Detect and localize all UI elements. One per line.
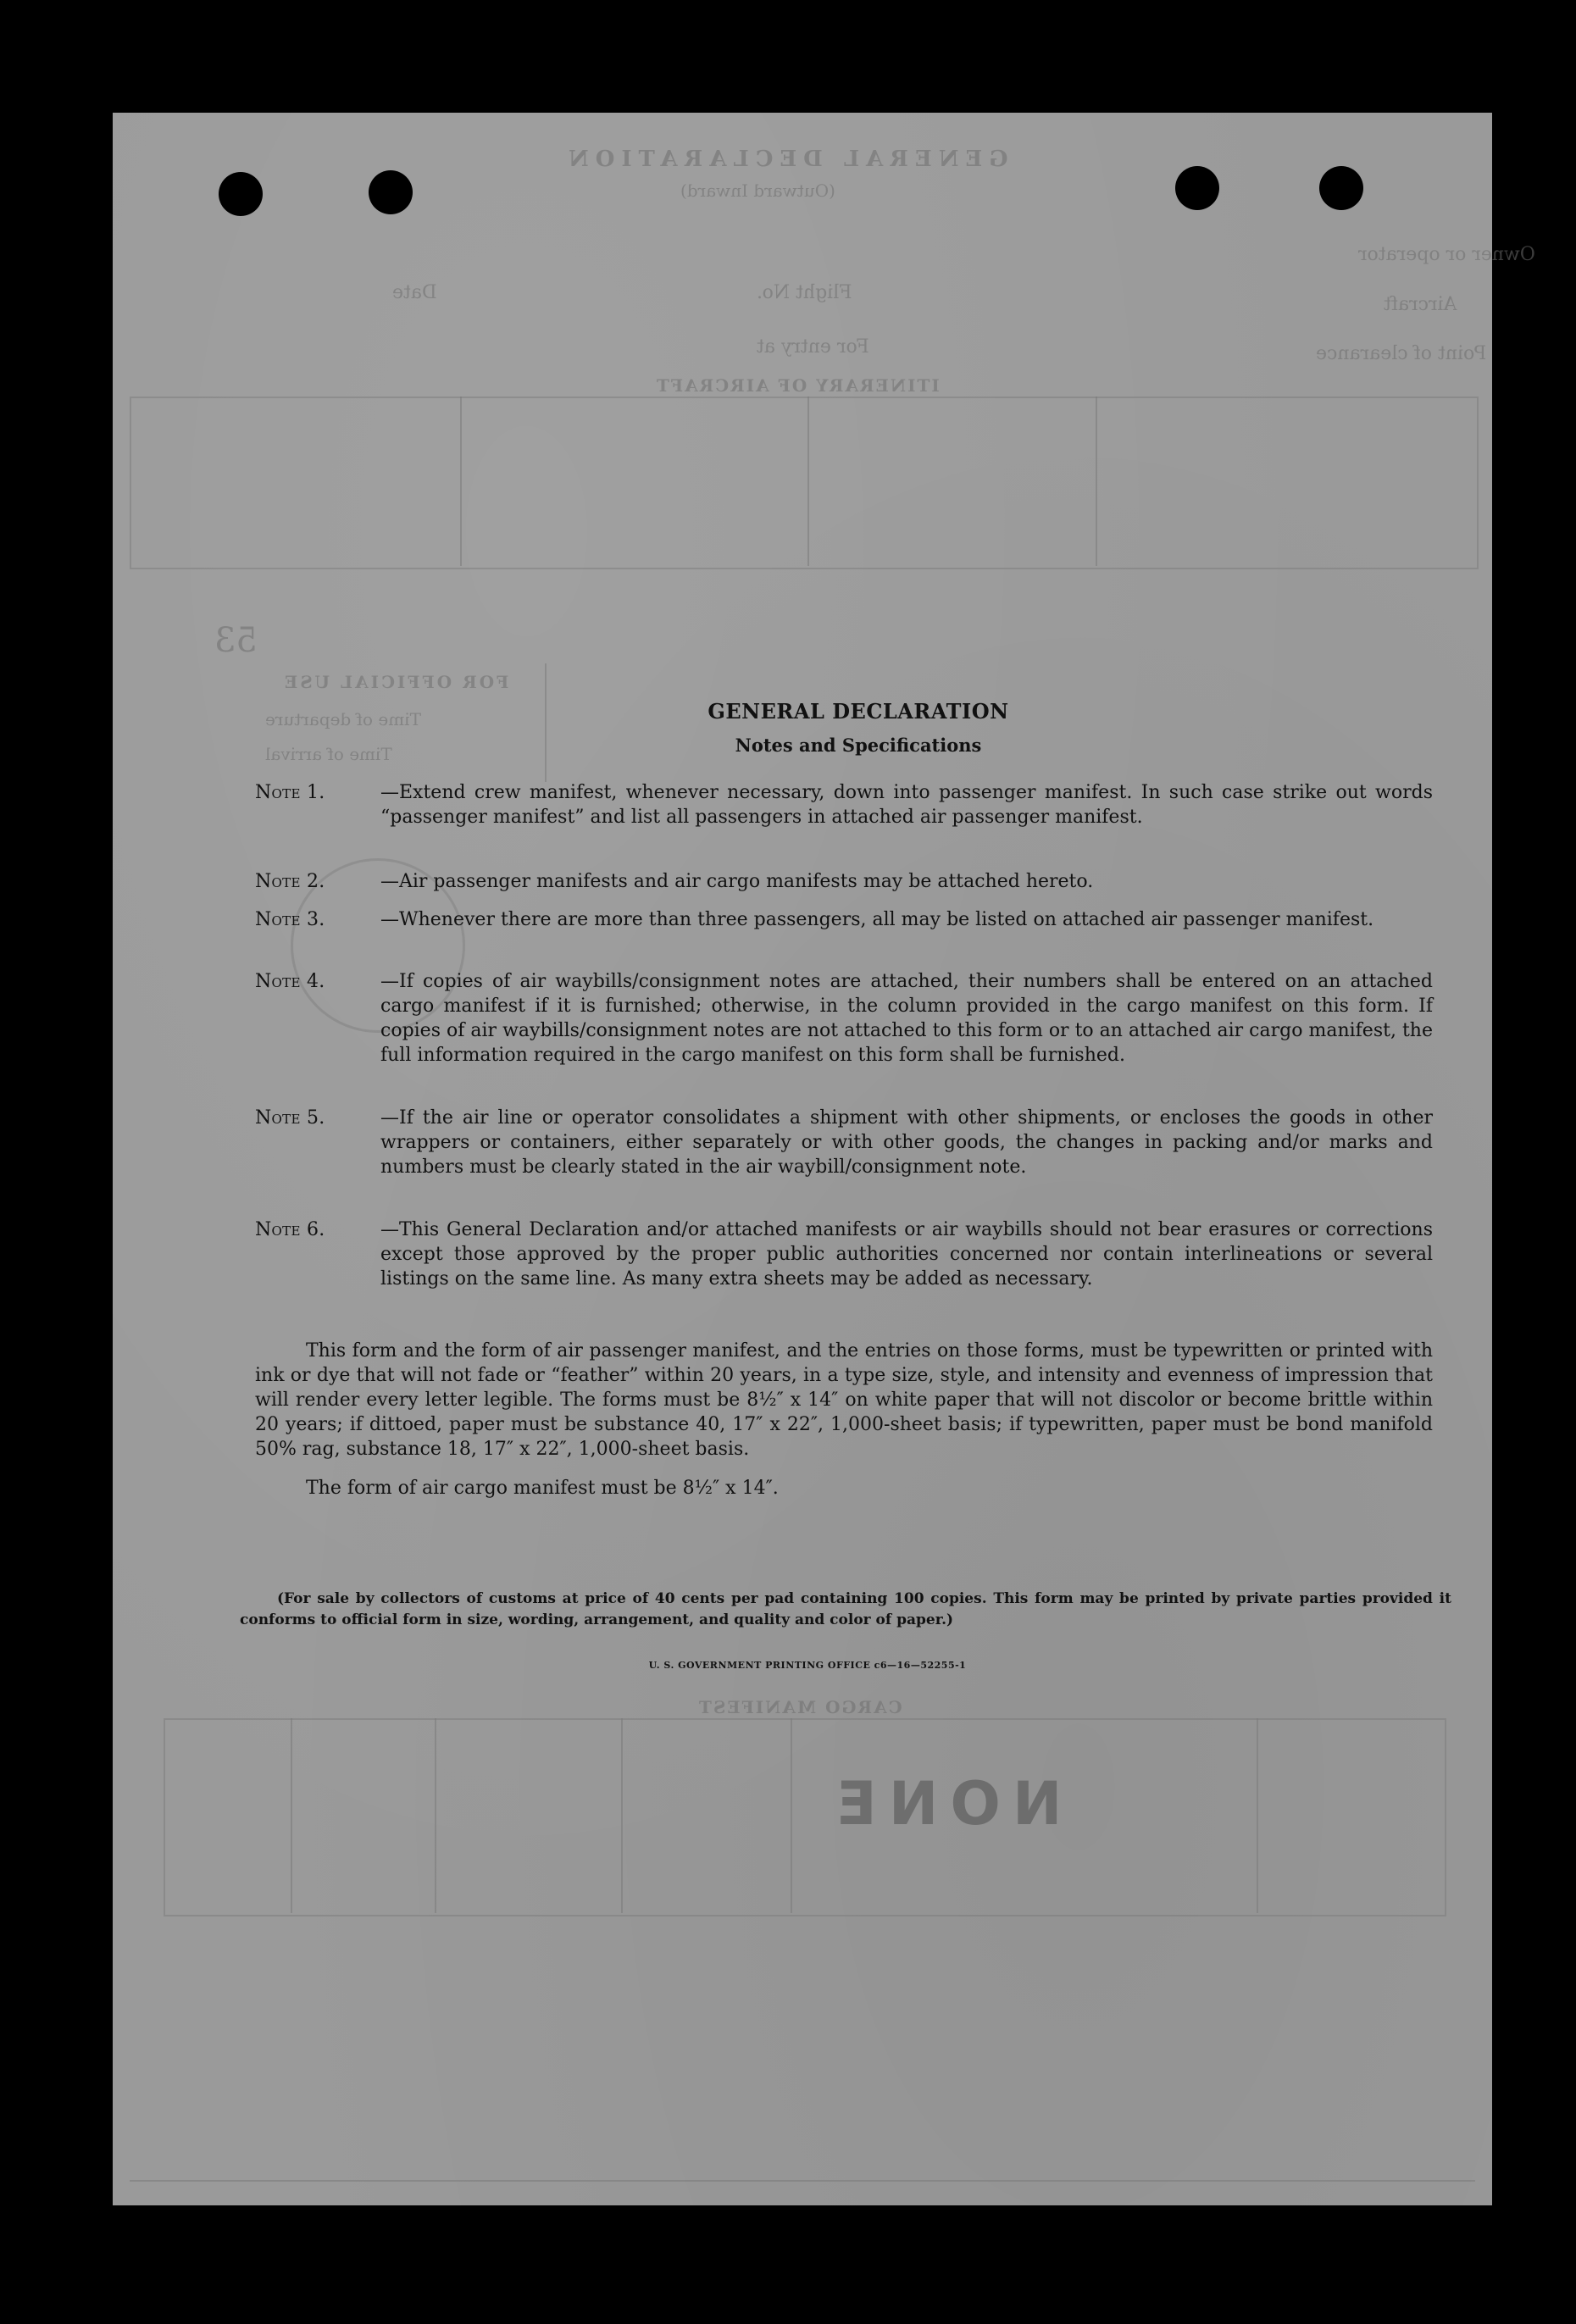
- punch-hole-left-2: [369, 170, 413, 214]
- bleed-owner-label: Owner or operator: [1358, 244, 1535, 265]
- note-label: Note 5.: [255, 1107, 325, 1129]
- sale-notice: (For sale by collectors of customs at price of 40 cents per pad containing 100 copies. This form may be printed by private parties provided it conforms to official form in size, wording, arrangement, and quality and color of paper.): [240, 1590, 1451, 1628]
- bleed-aircraft-label: Aircraft: [1384, 294, 1457, 315]
- note-label: Note 6.: [255, 1219, 325, 1240]
- note-3: [255, 907, 1433, 932]
- bleed-itinerary-col-1: [460, 397, 462, 566]
- bleed-subheader: (Outward Inward): [680, 180, 835, 201]
- bleed-page-number: 53: [214, 621, 258, 660]
- bleed-itinerary-col-3: [1096, 397, 1097, 566]
- note-text: —If the air line or operator consolidates a shipment with other shipments, or encloses the goods in other wrappers or containers, either separately or with other goods, the changes in packing and/or marks and numbers must be clearly stated in the air waybill/consignment note.: [380, 1107, 1433, 1178]
- note-text: —If copies of air waybills/consignment notes are attached, their numbers shall be entered on an attached cargo manifest if it is furnished; otherwise, in the column provided in the cargo manifest on this form. If copies of air waybills/consignment notes are not attached to this form or to an attached air cargo manifest, the full information required in the cargo manifest on this form shall be furnished.: [380, 971, 1433, 1066]
- bleed-point-label: Point of clearance: [1316, 343, 1487, 364]
- bleed-itinerary-table: [130, 397, 1479, 569]
- note-label: Note 3.: [255, 909, 325, 930]
- note-2: [255, 869, 1433, 894]
- note-text: —Whenever there are more than three passengers, all may be listed on attached air passenger manifest.: [380, 909, 1374, 930]
- bleed-time-arrival: Time of arrival: [265, 744, 392, 764]
- bleed-itinerary: ITINERARY OF AIRCRAFT: [655, 375, 940, 396]
- bleed-cargo-col-4: [791, 1718, 792, 1913]
- punch-hole-right-2: [1319, 166, 1363, 210]
- punch-hole-left-1: [219, 172, 263, 216]
- page-title: GENERAL DECLARATION: [708, 699, 1009, 724]
- bleed-official-box-line: [545, 663, 547, 782]
- bleed-date-label: Date: [392, 282, 437, 303]
- bleed-cargo-col-1: [291, 1718, 292, 1913]
- note-label: Note 2.: [255, 871, 325, 892]
- note-5: [255, 1106, 1433, 1179]
- bleed-cargo-col-5: [1257, 1718, 1258, 1913]
- document-page: [113, 113, 1535, 2205]
- note-label: Note 4.: [255, 971, 325, 992]
- note-1: [255, 780, 1433, 829]
- bleed-itinerary-col-2: [807, 397, 809, 566]
- bleed-cargo-manifest: CARGO MANIFEST: [697, 1697, 902, 1717]
- bleed-cargo-table: [164, 1718, 1446, 1916]
- bleed-flight-label: Flight No.: [757, 282, 852, 303]
- note-6: [255, 1217, 1433, 1291]
- cargo-manifest-size-line: The form of air cargo manifest must be 8½″ x 14″.: [306, 1478, 779, 1499]
- note-text: —Extend crew manifest, whenever necessary, down into passenger manifest. In such case strike out words “passenger manifest” and list all passengers in attached air passenger manifest.: [380, 782, 1433, 828]
- note-text: —Air passenger manifests and air cargo manifests may be attached hereto.: [380, 871, 1094, 892]
- note-text: —This General Declaration and/or attached manifests or air waybills should not bear erasures or corrections except those approved by the proper public authorities concerned nor contain interlineations or several listings on the same line. As many extra sheets may be added as necessary.: [380, 1219, 1433, 1290]
- note-label: Note 1.: [255, 782, 325, 803]
- printer-line: U. S. GOVERNMENT PRINTING OFFICE c6—16—52255-1: [648, 1660, 967, 1671]
- bleed-header: GENERAL DECLARATION: [562, 147, 1008, 172]
- bleed-time-departure: Time of departure: [265, 709, 421, 729]
- bleed-for-entry-label: For entry at: [757, 336, 869, 358]
- note-4: [255, 969, 1433, 1068]
- form-specification-paragraph: This form and the form of air passenger manifest, and the entries on those forms, must be typewritten or printed with ink or dye that will not fade or “feather” within 20 years, in a type size, style, and intensity and evenness of impression that will render every letter legible. The forms must be 8½″ x 14″ on white paper that will not discolor or become brittle within 20 years; if dittoed, paper must be substance 40, 17″ x 22″, 1,000-sheet basis; if typewritten, paper must be bond manifold 50% rag, substance 18, 17″ x 22″, 1,000-sheet basis.: [255, 1340, 1433, 1460]
- bleed-bottom-rule: [130, 2180, 1475, 2182]
- bleed-for-official-use: FOR OFFICIAL USE: [282, 672, 509, 692]
- page-subtitle: Notes and Specifications: [735, 735, 982, 756]
- punch-hole-right-1: [1175, 166, 1219, 210]
- bleed-handwritten-none: NONE: [824, 1769, 1063, 1839]
- bleed-cargo-col-2: [435, 1718, 436, 1913]
- bleed-cargo-col-3: [621, 1718, 623, 1913]
